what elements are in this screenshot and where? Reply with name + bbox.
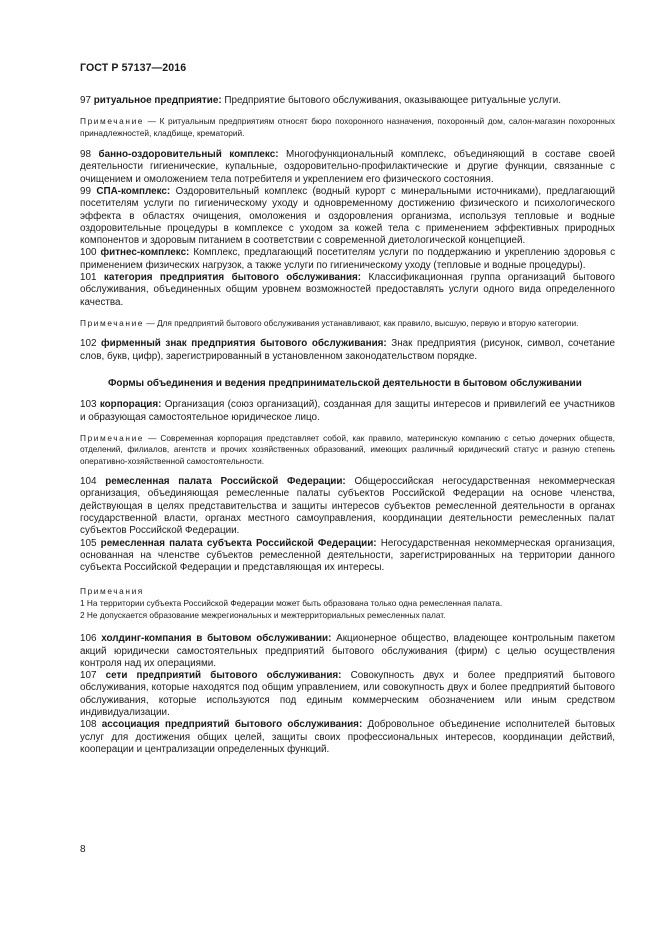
term-number: 98 xyxy=(80,149,91,161)
term-number: 106 xyxy=(80,633,97,645)
term-108 xyxy=(80,719,615,756)
term-97 xyxy=(80,95,615,107)
term-name: ремесленная палата Российской Федерации: xyxy=(105,476,346,488)
term-100 xyxy=(80,247,615,272)
term-number: 105 xyxy=(80,537,97,549)
term-number: 108 xyxy=(80,719,97,731)
note-item: 2 Не допускается образование межрегиональных и межтерриториальных ремесленных палат. xyxy=(80,609,446,620)
term-definition: Совокупность двух и более предприятий бытового обслуживания, которые находятся под общим управлением, или совокупность двух и более предприятий бытового обслуживания, которые используются под единым коммерческим обозначением или иным средством индивидуализации. xyxy=(80,670,615,719)
term-name: сети предприятий бытового обслуживания: xyxy=(105,670,342,682)
term-104 xyxy=(80,476,615,537)
term-name: банно-оздоровительный комплекс: xyxy=(98,149,279,161)
term-106 xyxy=(80,633,615,670)
term-definition: Многофункциональный комплекс, объединяющий в составе своей деятельности гигиенические, купальные, оздоровительно-профилактические и другие функции, связанные с очищением и омоложением тела потребителя и укреплением его физического состояния. xyxy=(80,149,615,185)
term-definition: Классификационная группа организаций бытового обслуживания, объединенных общим уровнем возможностей предоставлять услуги одного вида определенного качества. xyxy=(80,272,615,308)
note-101 xyxy=(80,318,615,329)
term-number: 97 xyxy=(80,95,91,106)
note-97 xyxy=(80,116,615,139)
notes-label: Примечания xyxy=(80,586,144,597)
term-definition: Негосударственная некоммерческая организация, основанная на членстве субъектов ремесленной деятельности, зарегистрированных на территории данного субъекта Российской Федерации и представляющая их интересы. xyxy=(80,537,616,574)
note-text: — К ритуальным предприятиям относят бюро похоронного назначения, похоронный дом, салон-магазин похоронных принадлежностей, кладбище, крематорий. xyxy=(80,116,615,138)
term-105 xyxy=(80,538,615,575)
term-101 xyxy=(80,272,615,309)
term-definition: Добровольное объединение исполнителей бытовых услуг для достижения общих целей, защиты своих профессиональных интересов, координации действий, кооперации и централизации определенных функций. xyxy=(80,719,615,755)
term-99 xyxy=(80,186,615,247)
term-definition: Знак предприятия (рисунок, символ, сочетание слов, букв, цифр), зарегистрированный в установленном законодательством порядке. xyxy=(80,338,615,362)
note-label: Примечание xyxy=(80,432,145,443)
term-name: фирменный знак предприятия бытового обслуживания: xyxy=(101,338,387,350)
note-103 xyxy=(80,433,615,467)
term-number: 104 xyxy=(80,476,97,488)
term-98 xyxy=(80,149,615,186)
term-name: холдинг-компания в бытовом обслуживании: xyxy=(101,633,332,645)
term-103 xyxy=(80,399,615,424)
note-label: Примечание xyxy=(80,317,145,328)
term-definition: Оздоровительный комплекс (водный курорт с минеральными источниками), предлагающий посетителям услуги по гигиеническому уходу и одновременному достижению физического и психологического эффекта в областях очищения, омоложения и оздоровления организма, используя тепловые и водные оздоровительные процедуры в комплексе с уходом за кожей тела с применением эффективных природных компонентов и здоровым питанием в соответствии с современной диетологической концепцией. xyxy=(80,186,615,247)
note-text: — Современная корпорация представляет собой, как правило, материнскую компанию с сетью дочерних обществ, отделений, филиалов, агентств и прочих хозяйственных образований, имеющих различный юридический статус и разную степень оперативно-хозяйственной самостоятельности. xyxy=(80,432,615,466)
term-name: ассоциация предприятий бытового обслуживания: xyxy=(101,719,363,731)
page-number: 8 xyxy=(80,844,86,855)
term-number: 99 xyxy=(80,186,91,197)
term-number: 101 xyxy=(80,272,97,284)
notes-105 xyxy=(80,586,615,621)
document-header: ГОСТ Р 57137—2016 xyxy=(80,62,187,74)
term-number: 100 xyxy=(80,247,97,259)
term-number: 102 xyxy=(80,338,97,350)
term-name: СПА-комплекс: xyxy=(96,186,171,197)
term-name: ритуальное предприятие: xyxy=(93,95,222,106)
term-number: 103 xyxy=(80,399,97,411)
term-definition: Комплекс, предлагающий посетителям услуги по поддержанию и укреплению здоровья с применением физических нагрузок, а также услуги по гигиеническому уходу (тепловые и водные процедуры). xyxy=(80,247,616,271)
term-name: корпорация: xyxy=(99,399,162,411)
term-107 xyxy=(80,670,615,719)
note-item: 1 На территории субъекта Российской Федерации может быть образована только одна ремесленная палата. xyxy=(80,598,503,609)
term-102 xyxy=(80,338,615,363)
term-name: фитнес-комплекс: xyxy=(100,247,190,259)
term-name: категория предприятия бытового обслуживания: xyxy=(103,272,362,284)
note-text: — Для предприятий бытового обслуживания устанавливают, как правило, высшую, первую и вторую категории. xyxy=(144,317,579,328)
section-heading: Формы объединения и ведения предпринимательской деятельности в бытовом обслуживании xyxy=(108,377,582,389)
term-name: ремесленная палата субъекта Российской Федерации: xyxy=(100,537,377,549)
term-definition: Акционерное общество, владеющее контрольным пакетом акций юридически самостоятельных предприятий бытового обслуживания (фирм) с целью осуществления контроля над их операциями. xyxy=(80,633,615,669)
term-number: 107 xyxy=(80,670,97,682)
term-definition: Общероссийская негосударственная некоммерческая организация, объединяющая ремесленные палаты субъектов Российской Федерации на основе членства, действующая в целях представительства и защиты интересов субъектов ремесленной деятельности в органах государственной власти, органах местного самоуправления, координации деятельности ремесленных палат субъектов Российской Федерации. xyxy=(80,476,616,537)
note-label: Примечание xyxy=(80,116,145,127)
term-definition: Организация (союз организаций), созданная для защиты интересов и привилегий ее участников и образующая самостоятельное юридическое лицо. xyxy=(80,399,616,423)
term-definition: Предприятие бытового обслуживания, оказывающее ритуальные услуги. xyxy=(224,95,562,106)
